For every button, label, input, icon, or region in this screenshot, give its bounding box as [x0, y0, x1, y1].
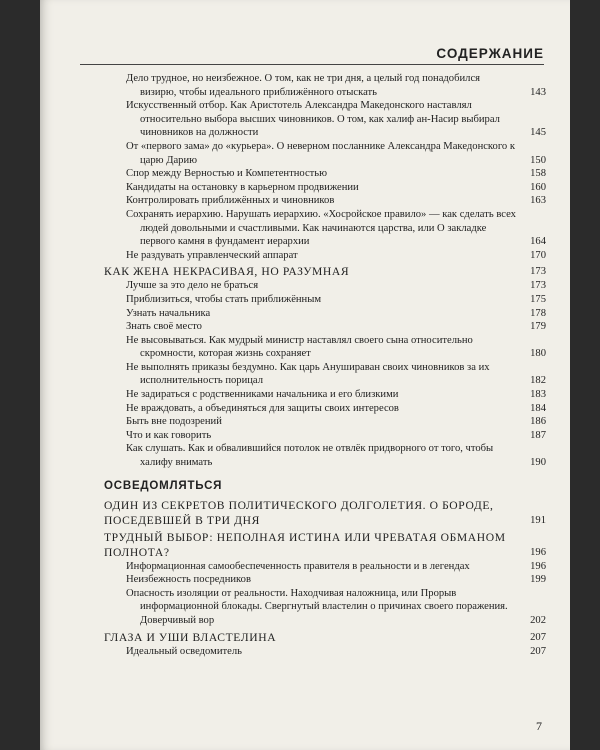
toc-page-number: 196: [530, 546, 546, 558]
toc-entry: [104, 194, 546, 208]
toc-entry-title: Не выполнять приказы бездумно. Как царь Анушираван своих чиновников за их исполнительность порицал: [126, 361, 490, 387]
toc-page-number: 158: [530, 168, 546, 180]
toc-page-number: 202: [530, 615, 546, 626]
toc-entry: [104, 560, 546, 574]
toc-entry-title: Не задираться с родственниками начальника и его близкими: [126, 389, 399, 401]
toc-chapter: [104, 498, 546, 528]
toc-entry: [104, 99, 546, 140]
toc-entry-title: Не высовываться. Как мудрый министр наставлял своего сына относительно скромности, которая жизнь сохраняет: [126, 334, 473, 360]
toc-entry-title: Дело трудное, но неизбежное. О том, как не три дня, а целый год понадобился визирю, чтобы идеального приближённого отыскать: [126, 73, 481, 98]
toc-page-number: 164: [530, 236, 546, 248]
toc-entry-title: Не враждовать, а объединяться для защиты своих интересов: [126, 402, 399, 414]
toc-page-number: 183: [530, 389, 546, 401]
toc-entry-title: Контролировать приближённых и чиновников: [126, 195, 335, 207]
toc-entry-title: Опасность изоляции от реальности. Находчивая наложница, или Прорыв информационной блокады. Свергнутый властелин о причинах своего поражения. Доверчивый вор: [126, 587, 508, 626]
toc-entry-title: Быть вне подозрений: [126, 416, 222, 428]
toc-entry: [104, 293, 546, 307]
toc-page-number: 187: [530, 429, 546, 441]
toc-entry: [104, 402, 546, 416]
toc-entry: [104, 167, 546, 181]
toc-page-number: 143: [530, 86, 546, 98]
toc-page-number: 163: [530, 195, 546, 207]
toc-page-number: 170: [530, 249, 546, 261]
toc-entry-title: ТРУДНЫЙ ВЫБОР: НЕПОЛНАЯ ИСТИНА ИЛИ ЧРЕВАТАЯ ОБМАНОМ ПОЛНОТА?: [104, 530, 506, 559]
table-of-contents: [104, 72, 546, 658]
header-rule: [80, 64, 544, 65]
running-header: СОДЕРЖАНИЕ: [436, 46, 544, 61]
toc-entry: [104, 429, 546, 443]
toc-entry: [104, 334, 546, 361]
toc-entry: [104, 320, 546, 334]
toc-entry: [104, 361, 546, 388]
toc-page-number: 190: [530, 457, 546, 469]
toc-entry: [104, 140, 546, 167]
toc-page-number: 199: [530, 574, 546, 586]
toc-page-number: 186: [530, 416, 546, 428]
toc-page-number: 184: [530, 402, 546, 414]
book-page: [40, 0, 570, 750]
toc-entry-title: Лучше за это дело не браться: [126, 280, 259, 292]
toc-entry: [104, 388, 546, 402]
toc-entry-title: Неизбежность посредников: [126, 574, 251, 586]
toc-entry: [104, 208, 546, 249]
toc-chapter: [104, 530, 546, 560]
toc-entry-title: Как слушать. Как и обвалившийся потолок не отвлёк придворного от того, чтобы халифу внимать: [126, 443, 494, 469]
toc-entry-title: Спор между Верностью и Компетентностью: [126, 168, 328, 180]
page-number: 7: [536, 719, 542, 733]
toc-page-number: 191: [530, 514, 546, 526]
toc-chapter: [104, 630, 546, 645]
toc-page-number: 175: [530, 293, 546, 305]
toc-page-number: 196: [530, 560, 546, 572]
toc-entry-title: От «первого зама» до «курьера». О неверном посланнике Александра Македонского к царю Дарию: [126, 140, 516, 166]
toc-entry: [104, 307, 546, 321]
toc-page-number: 207: [530, 645, 546, 657]
toc-page-number: 145: [530, 127, 546, 139]
toc-entry: [104, 181, 546, 195]
toc-entry-title: ОДИН ИЗ СЕКРЕТОВ ПОЛИТИЧЕСКОГО ДОЛГОЛЕТИЯ. О БОРОДЕ, ПОСЕДЕВШЕЙ В ТРИ ДНЯ: [104, 498, 494, 527]
toc-chapter: [104, 264, 546, 279]
toc-entry-title: Кандидаты на остановку в карьерном продвижении: [126, 181, 359, 193]
toc-entry: [104, 645, 546, 659]
toc-page-number: 179: [530, 321, 546, 333]
toc-entry-title: Сохранять иерархию. Нарушать иерархию. «Хосройское правило» — как сделать всех людей довольными и счастливыми. Как начинаются царства, или О закладке первого камня в фундамент иерархии: [126, 208, 516, 248]
toc-entry: [104, 587, 546, 628]
toc-entry: [104, 279, 546, 293]
toc-entry: [104, 72, 546, 99]
toc-entry: [104, 415, 546, 429]
toc-entry-title: Информационная самообеспеченность правителя в реальности и в легендах: [126, 560, 470, 572]
toc-entry-title: ГЛАЗА И УШИ ВЛАСТЕЛИНА: [104, 630, 277, 644]
toc-page-number: 150: [530, 154, 546, 166]
toc-section-heading: ОСВЕДОМЛЯТЬСЯ: [104, 479, 223, 492]
toc-page-number: 180: [530, 348, 546, 360]
toc-entry-title: Не раздувать управленческий аппарат: [126, 249, 298, 261]
toc-entry: [104, 442, 546, 469]
toc-entry: [104, 573, 546, 587]
toc-entry-title: Что и как говорить: [126, 429, 212, 441]
toc-page-number: 178: [530, 307, 546, 319]
toc-entry-title: Искусственный отбор. Как Аристотель Александра Македонского наставлял относительно выбора высших чиновников. О том, как халиф ан-Насир выбирал чиновников на должности: [126, 100, 500, 139]
toc-entry: [104, 249, 546, 263]
toc-page-number: 160: [530, 181, 546, 193]
toc-page-number: 173: [530, 266, 546, 278]
toc-entry-title: Приблизиться, чтобы стать приближённым: [126, 293, 322, 305]
toc-entry-title: Узнать начальника: [126, 307, 211, 319]
toc-page-number: 182: [530, 375, 546, 387]
toc-entry-title: Знать своё место: [126, 321, 202, 333]
toc-page-number: 207: [530, 631, 546, 643]
toc-page-number: 173: [530, 280, 546, 292]
toc-entry-title: Идеальный осведомитель: [126, 645, 242, 657]
toc-entry-title: КАК ЖЕНА НЕКРАСИВАЯ, НО РАЗУМНАЯ: [104, 265, 350, 279]
